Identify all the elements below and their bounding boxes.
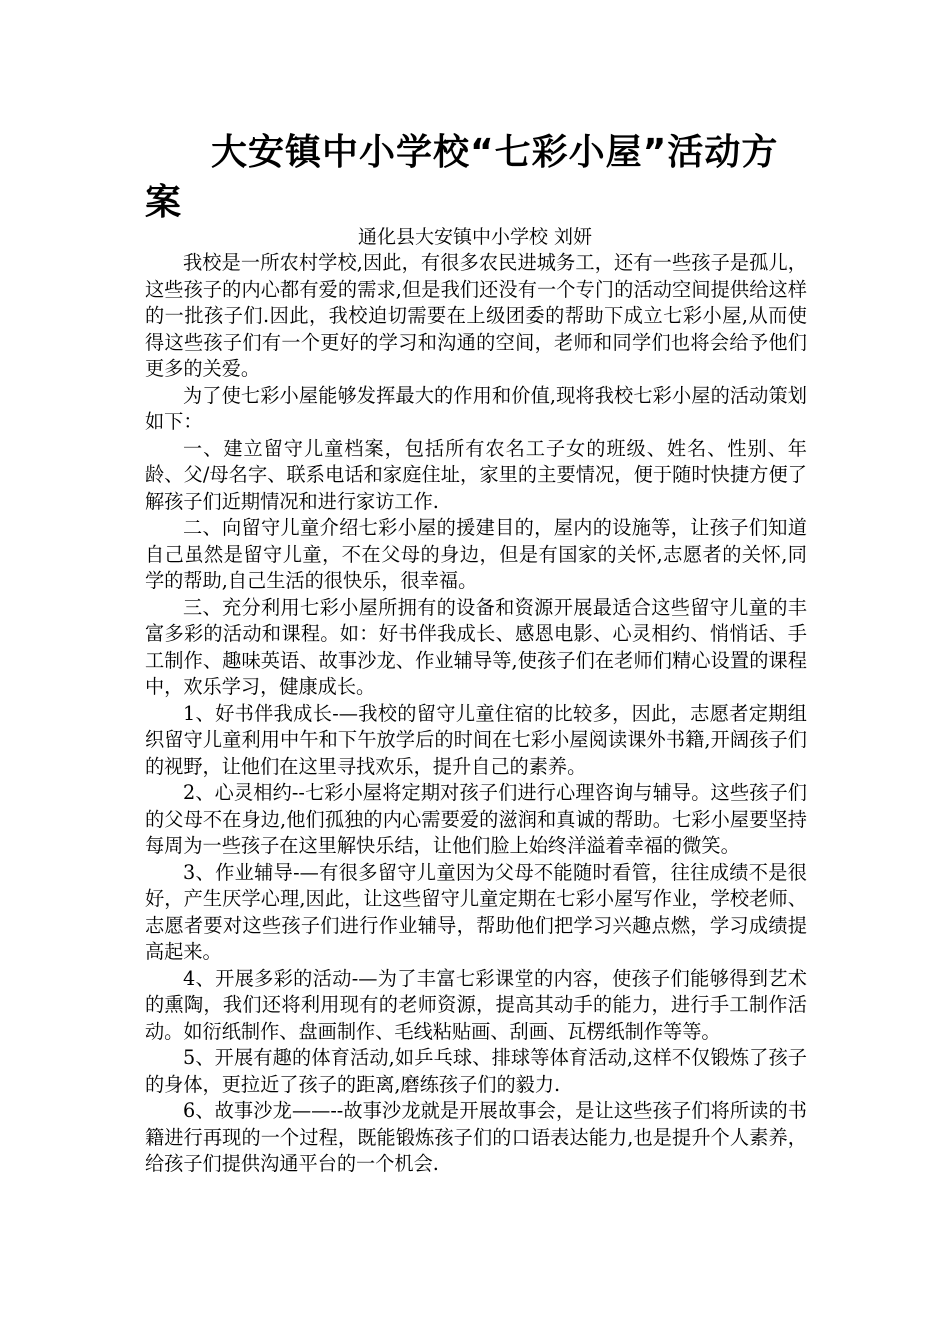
paragraph-activity-4: 4、开展多彩的活动-—为了丰富七彩课堂的内容，使孩子们能够得到艺术的熏陶，我们还将利用现有的老师资源，提高其动手的能力，进行手工制作活动。如衍纸制作、盘画制作、毛线粘贴画、刮画、瓦楞纸制作等等。 [145,966,807,1043]
paragraph-activity-5: 5、开展有趣的体育活动,如乒乓球、排球等体育活动,这样不仅锻炼了孩子的身体，更拉近了孩子的距离,磨练孩子们的毅力. [145,1046,807,1096]
paragraph-item-1: 一、建立留守儿童档案，包括所有农名工子女的班级、姓名、性别、年龄、父/母名字、联系电话和家庭住址，家里的主要情况，便于随时快捷方便了解孩子们近期情况和进行家访工作. [145,436,807,513]
paragraph-activity-3: 3、作业辅导-—有很多留守儿童因为父母不能随时看管，往往成绩不是很好，产生厌学心理,因此，让这些留守儿童定期在七彩小屋写作业，学校老师、志愿者要对这些孩子们进行作业辅导，帮助他们把学习兴趣点燃，学习成绩提高起来。 [145,860,807,963]
document-title: 大安镇中小学校“七彩小屋”活动方案 [145,132,779,223]
paragraph-intro: 我校是一所农村学校,因此，有很多农民进城务工，还有一些孩子是孤儿，这些孩子的内心都有爱的需求,但是我们还没有一个专门的活动空间提供给这样的一批孩子们.因此，我校迫切需要在上级团委的帮助下成立七彩小屋,从而使得这些孩子们有一个更好的学习和沟通的空间，老师和同学们也将会给予他们更多的关爱。 [145,251,807,380]
paragraph-plan-lead: 为了使七彩小屋能够发挥最大的作用和价值,现将我校七彩小屋的活动策划如下： [145,383,807,433]
paragraph-activity-1: 1、好书伴我成长-—我校的留守儿童住宿的比较多，因此，志愿者定期组织留守儿童利用中午和下午放学后的时间在七彩小屋阅读课外书籍,开阔孩子们的视野，让他们在这里寻找欢乐，提升自己的素养。 [145,701,807,778]
paragraph-item-3: 三、充分利用七彩小屋所拥有的设备和资源开展最适合这些留守儿童的丰富多彩的活动和课程。如：好书伴我成长、感恩电影、心灵相约、悄悄话、手工制作、趣味英语、故事沙龙、作业辅导等,使孩子们在老师们精心设置的课程中，欢乐学习，健康成长。 [145,595,807,698]
paragraph-item-2: 二、向留守儿童介绍七彩小屋的援建目的，屋内的设施等，让孩子们知道自己虽然是留守儿童，不在父母的身边，但是有国家的关怀,志愿者的关怀,同学的帮助,自己生活的很快乐，很幸福。 [145,516,807,592]
paragraph-activity-6: 6、故事沙龙——--故事沙龙就是开展故事会，是让这些孩子们将所读的书籍进行再现的一个过程，既能锻炼孩子们的口语表达能力,也是提升个人素养，给孩子们提供沟通平台的一个机会. [145,1099,807,1175]
document-body [145,250,807,1178]
paragraph-activity-2: 2、心灵相约--七彩小屋将定期对孩子们进行心理咨询与辅导。这些孩子们的父母不在身边,他们孤独的内心需要爱的滋润和真诚的帮助。七彩小屋要坚持每周为一些孩子在这里解快乐结，让他们脸上始终洋溢着幸福的微笑。 [145,781,807,857]
author-line: 通化县大安镇中小学校 刘妍 [357,226,593,248]
